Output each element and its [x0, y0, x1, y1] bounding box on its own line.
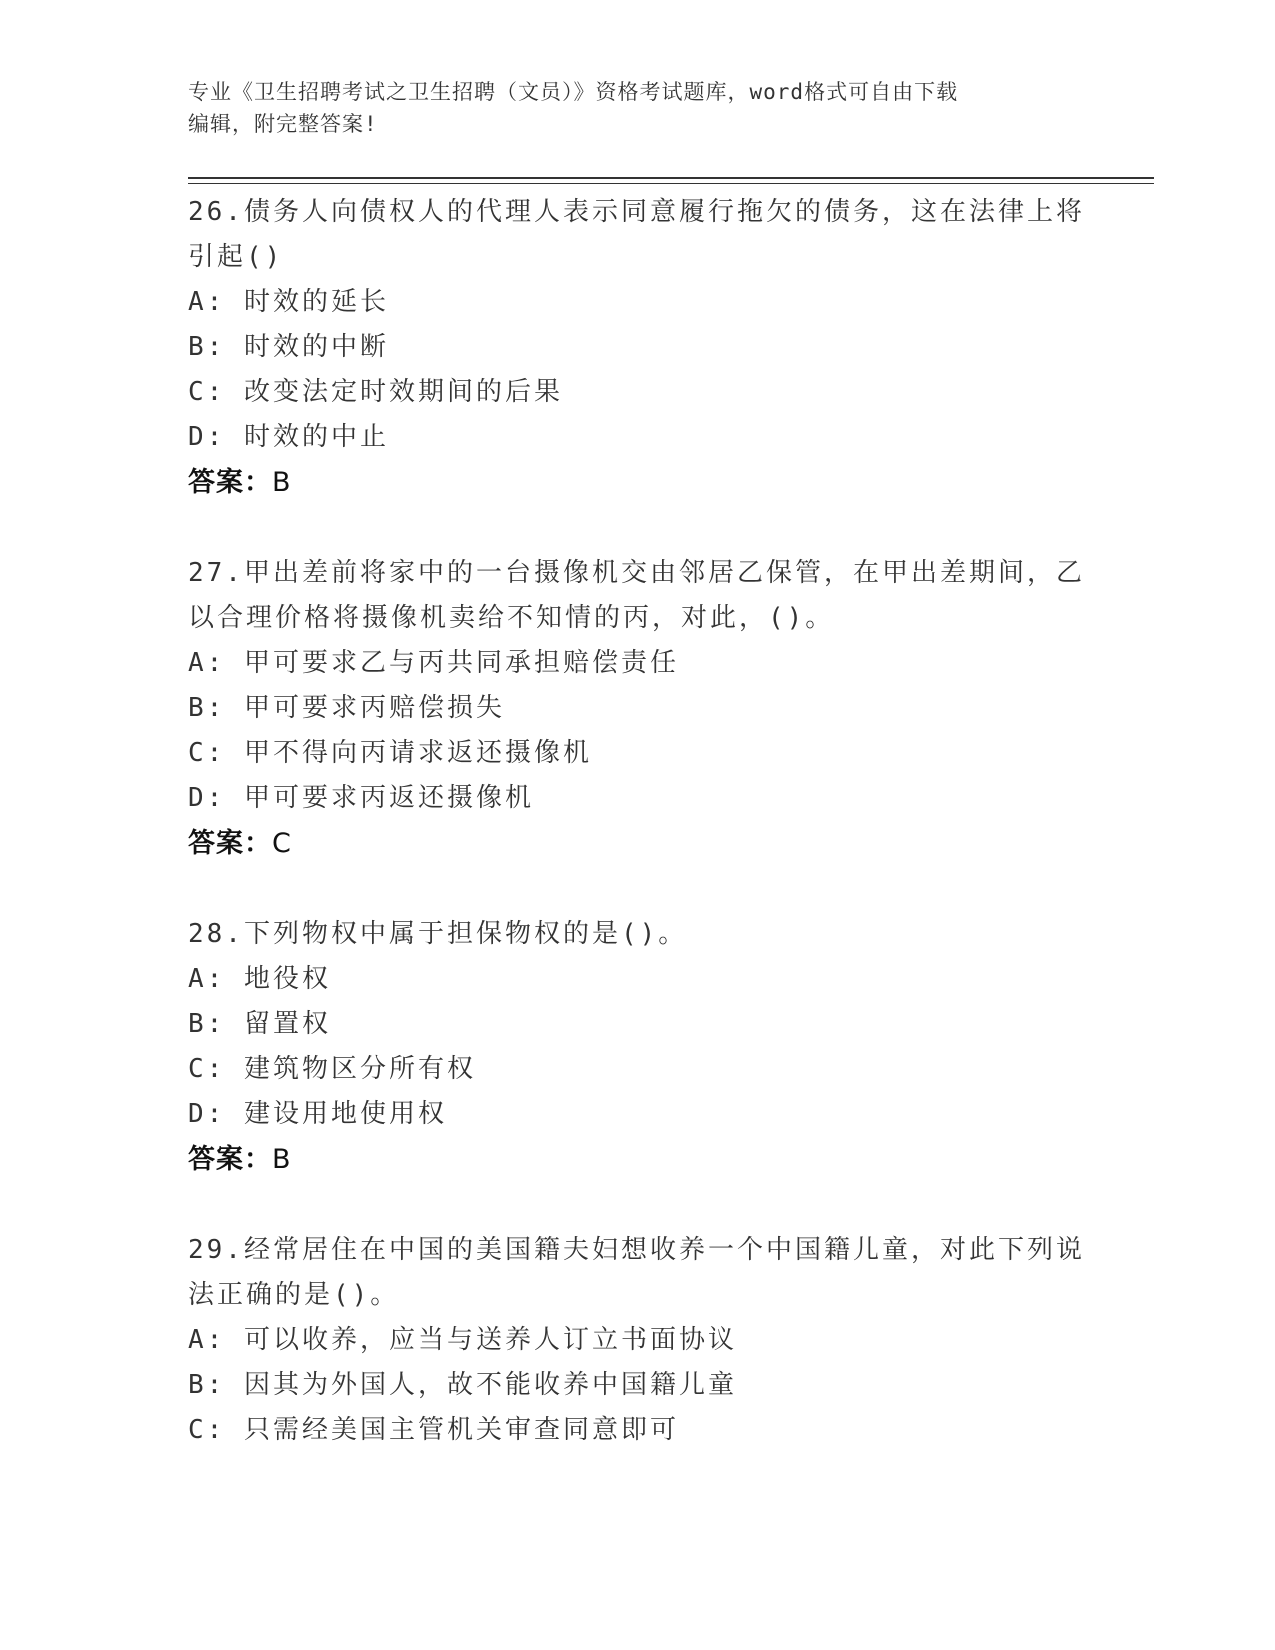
option-a: A: 地役权 [188, 964, 331, 994]
answer-line [188, 821, 1088, 866]
question-stem-line: 28.下列物权中属于担保物权的是()。 [188, 919, 688, 949]
option-d: D: 甲可要求丙返还摄像机 [188, 783, 534, 813]
option-b: B: 时效的中断 [188, 332, 389, 362]
document-header [188, 76, 1088, 140]
answer-value: B [272, 467, 292, 498]
question-stem-line: 26.债务人向债权人的代理人表示同意履行拖欠的债务，这在法律上将 [188, 197, 1085, 227]
option-c: C: 建筑物区分所有权 [188, 1054, 476, 1084]
answer-line [188, 460, 1088, 505]
answer-value: B [272, 1144, 292, 1175]
question-stem-line: 27.甲出差前将家中的一台摄像机交由邻居乙保管，在甲出差期间，乙 [188, 558, 1085, 588]
answer-value: C [272, 828, 292, 859]
option-c: C: 甲不得向丙请求返还摄像机 [188, 738, 592, 768]
header-divider-thin [188, 183, 1154, 184]
question-stem-line: 引起() [188, 242, 284, 272]
option-b: B: 留置权 [188, 1009, 331, 1039]
header-line-2: 编辑，附完整答案! [188, 112, 378, 136]
option-a: A: 甲可要求乙与丙共同承担赔偿责任 [188, 648, 679, 678]
option-b: B: 甲可要求丙赔偿损失 [188, 693, 505, 723]
question-27 [188, 551, 1088, 866]
answer-label: 答案： [188, 828, 272, 859]
question-stem-line: 29.经常居住在中国的美国籍夫妇想收养一个中国籍儿童，对此下列说 [188, 1235, 1085, 1265]
header-line-1: 专业《卫生招聘考试之卫生招聘（文员）》资格考试题库，word格式可自由下载 [188, 80, 959, 104]
question-stem-line: 以合理价格将摄像机卖给不知情的丙，对此，()。 [188, 603, 835, 633]
answer-label: 答案： [188, 1144, 272, 1175]
option-b: B: 因其为外国人，故不能收养中国籍儿童 [188, 1370, 737, 1400]
option-c: C: 只需经美国主管机关审查同意即可 [188, 1415, 679, 1445]
question-28 [188, 912, 1088, 1182]
option-d: D: 时效的中止 [188, 422, 389, 452]
answer-label: 答案： [188, 467, 272, 498]
option-d: D: 建设用地使用权 [188, 1099, 447, 1129]
question-29 [188, 1228, 1088, 1453]
option-c: C: 改变法定时效期间的后果 [188, 377, 563, 407]
question-26 [188, 190, 1088, 505]
question-list [188, 190, 1088, 1499]
header-divider [188, 177, 1154, 179]
option-a: A: 时效的延长 [188, 287, 389, 317]
option-a: A: 可以收养，应当与送养人订立书面协议 [188, 1325, 737, 1355]
answer-line [188, 1137, 1088, 1182]
question-stem-line: 法正确的是()。 [188, 1280, 400, 1310]
